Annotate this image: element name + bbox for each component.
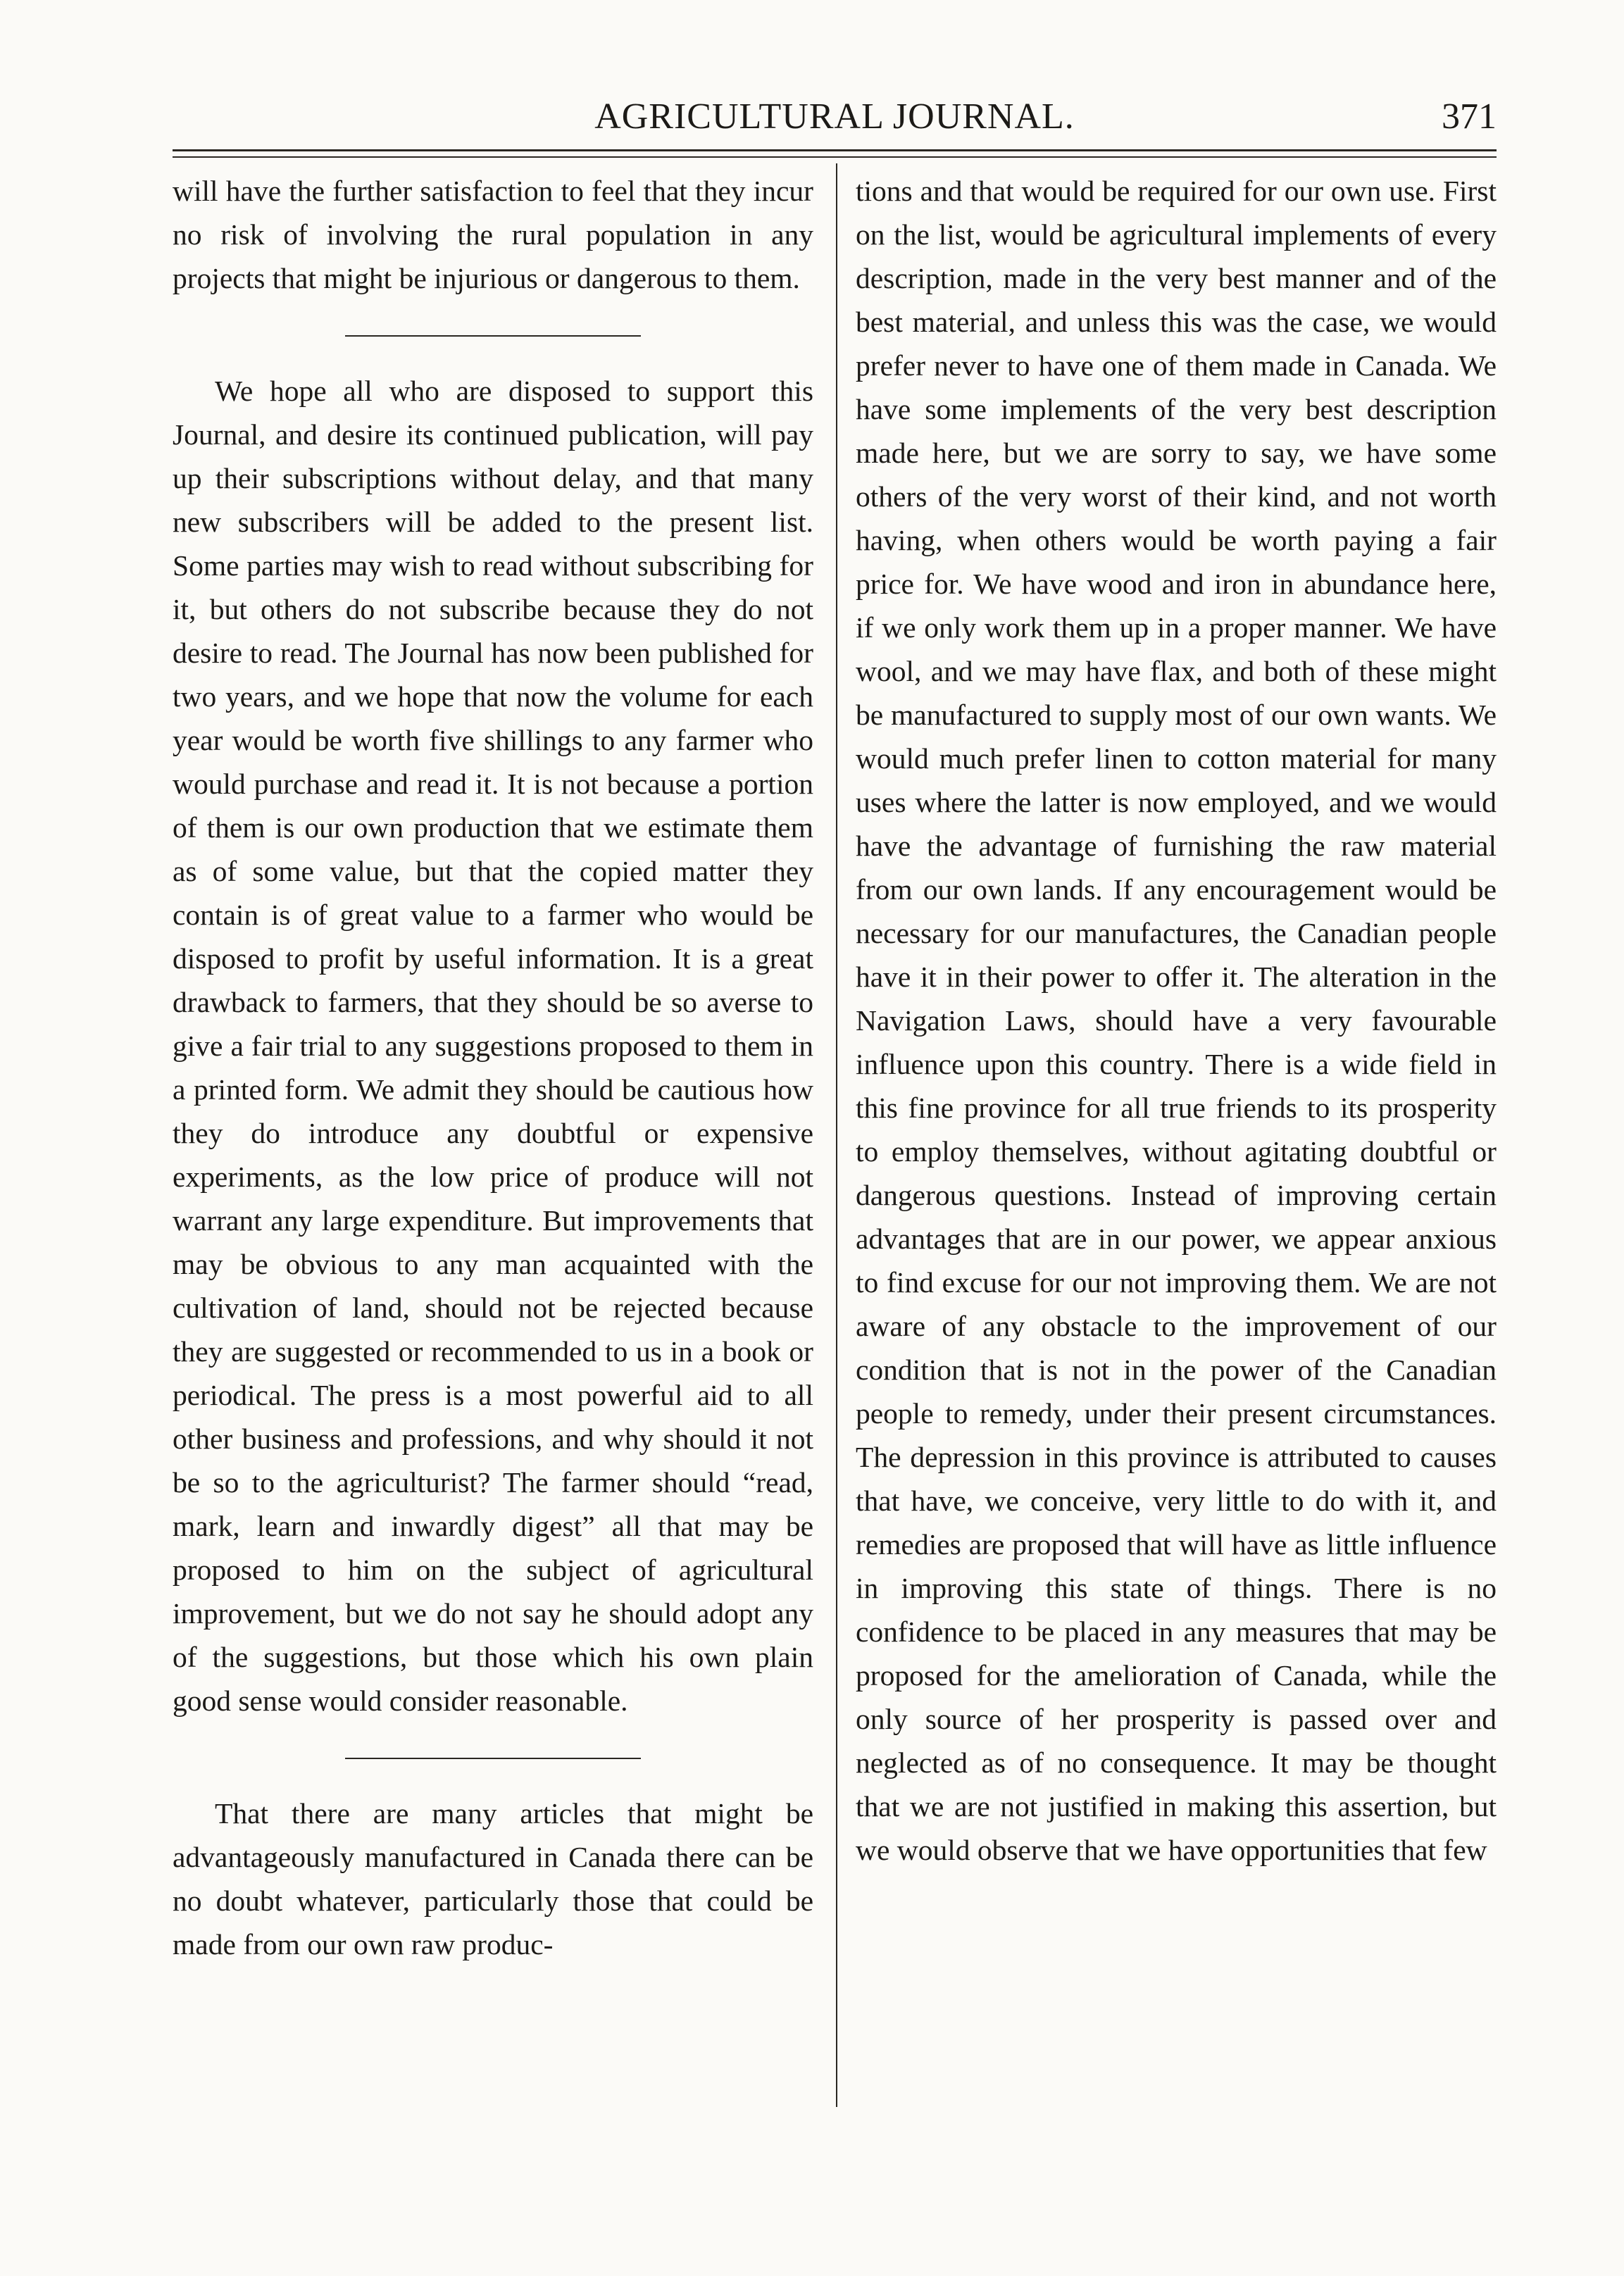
header-rule (173, 149, 1497, 151)
right-column (856, 169, 1497, 1872)
section-separator (345, 335, 641, 337)
page-header (173, 90, 1497, 146)
column-divider (836, 163, 837, 2107)
paragraph-continued: tions and that would be required for our own use. First on the list, would be agricultural implements of every description, made in the very best manner and of the best material, and unless this was the case, we would prefer never to have one of them made in Canada. We have some implements of the very best description made here, but we are sorry to say, we have some others of the very worst of their kind, and not worth having, when others would be worth paying a fair price for. We have wood and iron in abundance here, if we only work them up in a proper manner. We have wool, and we may have flax, and both of these might be manufactured to supply most of our own wants. We would much prefer linen to cotton material for many uses where the latter is now employed, and we would have the advantage of furnishing the raw material from our own lands. If any encouragement would be necessary for our manufactures, the Canadian people have it in their power to offer it. The alteration in the Navigation Laws, should have a very favourable influence upon this country. There is a wide field in this fine province for all true friends to its prosperity to employ themselves, without agitating doubtful or dangerous questions. Instead of improving certain advantages that are in our power, we appear anxious to find excuse for our not improving them. We are not aware of any obstacle to the improvement of our condition that is not in the power of the Canadian people to remedy, under their present circumstances. The depression in this province is attributed to causes that have, we conceive, very little to do with it, and remedies are proposed that will have as little influence in improving this state of things. There is no confidence to be placed in any measures that may be proposed for the amelioration of Canada, while the only source of her prosperity is passed over and neglected as of no consequence. It may be thought that we are not justified in making this assertion, but we would observe that we have opportunities that few (856, 175, 1497, 1866)
header-rule-double (173, 156, 1497, 158)
left-column (173, 169, 813, 1966)
paragraph-subscriptions: We hope all who are disposed to support this Journal, and desire its continued publication, will pay up their subscriptions without delay, and that many new subscribers will be added to the present list. Some parties may wish to read without subscribing for it, but others do not subscribe because they do not desire to read. The Journal has now been published for two years, and we hope that now the volume for each year would be worth five shillings to any farmer who would purchase and read it. It is not because a portion of them is our own production that we estimate them as of some value, but that the copied matter they contain is of great value to a farmer who would be disposed to profit by useful information. It is a great drawback to farmers, that they should be so averse to give a fair trial to any suggestions proposed to them in a printed form. We admit they should be cautious how they do introduce any doubtful or expensive experiments, as the low price of produce will not warrant any large expenditure. But improvements that may be obvious to any man acquainted with the cultivation of land, should not be rejected because they are suggested or recommended to us in a book or periodical. The press is a most powerful aid to all other business and professions, and why should it not be so to the agriculturist? The farmer should “read, mark, learn and inwardly digest” all that may be proposed to him on the subject of agricultural improvement, but we do not say he should adopt any of the suggestions, but those which his own plain good sense would consider reasonable. (173, 375, 813, 1717)
running-title: AGRICULTURAL JOURNAL. (594, 96, 1075, 137)
page-number: 371 (1442, 96, 1497, 137)
paragraph-manufactures: That there are many articles that might be advantageously manufactured in Canada there can be no doubt whatever, particularly those that could be made from our own raw produc- (173, 1797, 813, 1961)
paragraph-continuation: will have the further satisfaction to feel that they incur no risk of involving the rural population in any projects that might be injurious or dangerous to them. (173, 175, 813, 294)
section-separator (345, 1758, 641, 1759)
